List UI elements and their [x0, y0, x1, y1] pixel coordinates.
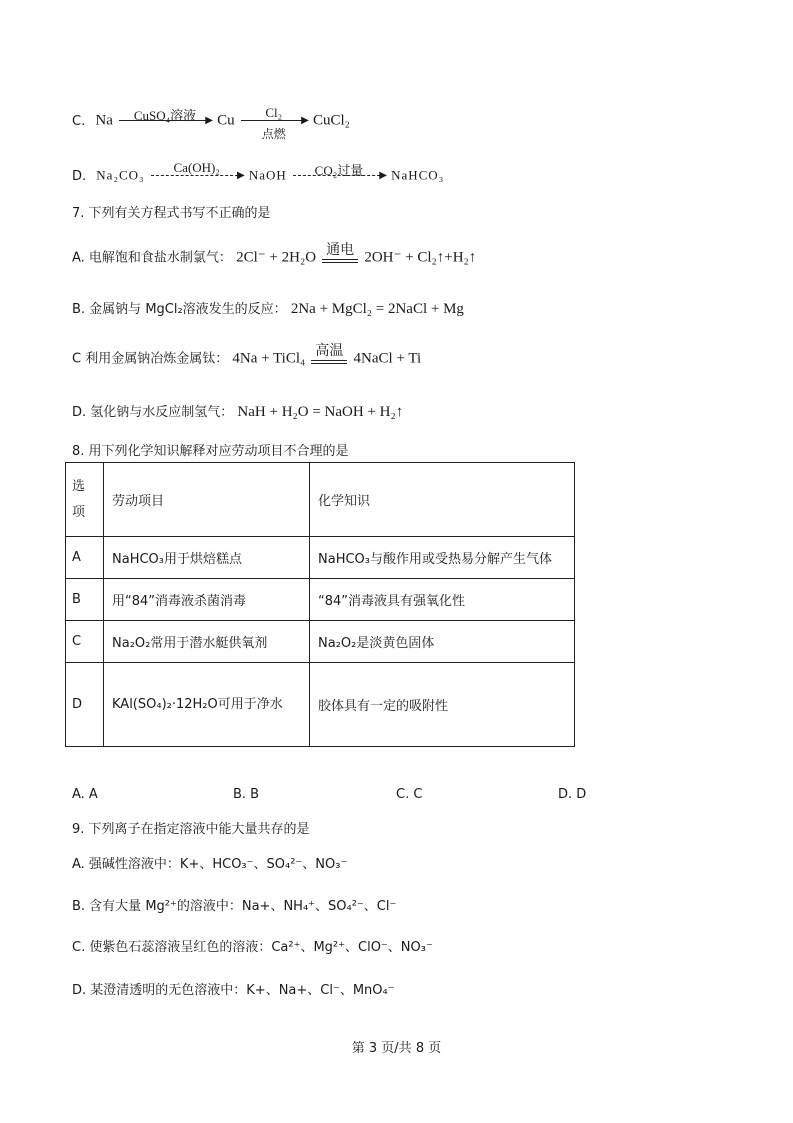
option-label: C. [72, 113, 86, 129]
row-project: Na₂O₂常用于潜水艇供氧剂 [104, 621, 310, 663]
product: CuCl₂ [312, 112, 350, 129]
q7-option-b [72, 298, 464, 318]
intermediate: Cu [217, 112, 235, 129]
row-option: C [66, 621, 104, 663]
intermediate: NaOH [248, 167, 287, 183]
equation-lhs: 4Na + TiCl₄ [232, 350, 306, 367]
reactant: Na [95, 112, 113, 129]
q9-option-b: B. 含有大量 Mg²⁺的溶液中：Na+、NH₄⁺、SO₄²⁻、Cl⁻ [72, 899, 397, 914]
q7-option-c [72, 344, 421, 374]
q8-choice-b: B. B [233, 787, 260, 802]
reaction-arrow: Cl₂ ▶ 点燃 [241, 108, 307, 134]
conditional-equals-sign [320, 243, 360, 273]
equation: NaH + H₂O = NaOH + H₂↑ [237, 404, 404, 420]
q8-choice-c: C. C [396, 787, 423, 802]
reaction-arrow: CuSO₄溶液 ▶ [119, 108, 211, 134]
row-project: KAl(SO₄)₂·12H₂O可用于净水 [104, 663, 310, 747]
q9-option-d: D. 某澄清透明的无色溶液中：K+、Na+、Cl⁻、MnO₄⁻ [72, 983, 395, 998]
arrow-condition: Ca(OH)₂ [173, 160, 220, 175]
q8-table [65, 462, 575, 747]
table-header-row [66, 463, 575, 537]
reaction-condition: 高温 [315, 343, 344, 359]
header-project: 劳动项目 [104, 463, 310, 537]
row-project: NaHCO₃用于烘焙糕点 [104, 537, 310, 579]
product: NaHCO₃ [391, 167, 445, 183]
table-row [66, 621, 575, 663]
reaction-arrow: Ca(OH)₂ ▶ [151, 163, 243, 189]
row-project: 用“84”消毒液杀菌消毒 [104, 579, 310, 621]
row-knowledge: NaHCO₃与酸作用或受热易分解产生气体 [310, 537, 575, 579]
reaction-condition: 通电 [326, 242, 355, 258]
q9-option-c: C. 使紫色石蕊溶液呈红色的溶液：Ca²⁺、Mg²⁺、ClO⁻、NO₃⁻ [72, 940, 433, 955]
q6-option-c [72, 105, 350, 141]
arrow-condition: Cl₂ [265, 105, 283, 120]
arrow-condition: CuSO₄溶液 [133, 108, 197, 123]
q8-choice-d: D. D [558, 787, 587, 802]
equation-lhs: 2Cl⁻ + 2H₂O [236, 249, 317, 266]
row-knowledge: Na₂O₂是淡黄色固体 [310, 621, 575, 663]
equation-rhs: 2OH⁻ + Cl₂↑+H₂↑ [364, 249, 477, 266]
reaction-arrow: CO₂过量 ▶ [293, 163, 385, 189]
header-knowledge: 化学知识 [310, 463, 575, 537]
q7-option-d [72, 401, 403, 421]
q8-choice-a: A. A [72, 787, 98, 802]
conditional-equals-sign [309, 344, 349, 374]
header-option: 选项 [66, 463, 104, 537]
option-label: D. [72, 168, 87, 184]
q9-stem: 9. 下列离子在指定溶液中能大量共存的是 [72, 822, 310, 837]
q8-stem: 8. 用下列化学知识解释对应劳动项目不合理的是 [72, 444, 349, 459]
table-row [66, 579, 575, 621]
option-text: A. 电解饱和食盐水制氯气： [72, 250, 232, 266]
option-text: D. 氢化钠与水反应制氢气： [72, 405, 234, 420]
option-text: B. 金属钠与 MgCl₂溶液发生的反应： [72, 302, 287, 317]
equation-rhs: 4NaCl + Ti [353, 350, 422, 367]
page-footer: 第 3 页/共 8 页 [351, 1041, 442, 1056]
q7-stem: 7. 下列有关方程式书写不正确的是 [72, 206, 271, 221]
table-row [66, 537, 575, 579]
row-knowledge: “84”消毒液具有强氧化性 [310, 579, 575, 621]
equation: 2Na + MgCl₂ = 2NaCl + Mg [290, 301, 464, 317]
row-option: B [66, 579, 104, 621]
q9-option-a: A. 强碱性溶液中：K+、HCO₃⁻、SO₄²⁻、NO₃⁻ [72, 857, 348, 872]
q6-option-d [72, 160, 445, 189]
arrow-condition-below: 点燃 [261, 127, 286, 141]
row-option: A [66, 537, 104, 579]
q7-option-a [72, 243, 476, 273]
table-row [66, 663, 575, 747]
arrow-condition: CO₂过量 [314, 163, 364, 178]
row-knowledge: 胶体具有一定的吸附性 [310, 663, 575, 747]
option-text: C 利用金属钠冶炼金属钛： [72, 351, 229, 367]
row-option: D [66, 663, 104, 747]
reactant: Na₂CO₃ [96, 167, 145, 183]
